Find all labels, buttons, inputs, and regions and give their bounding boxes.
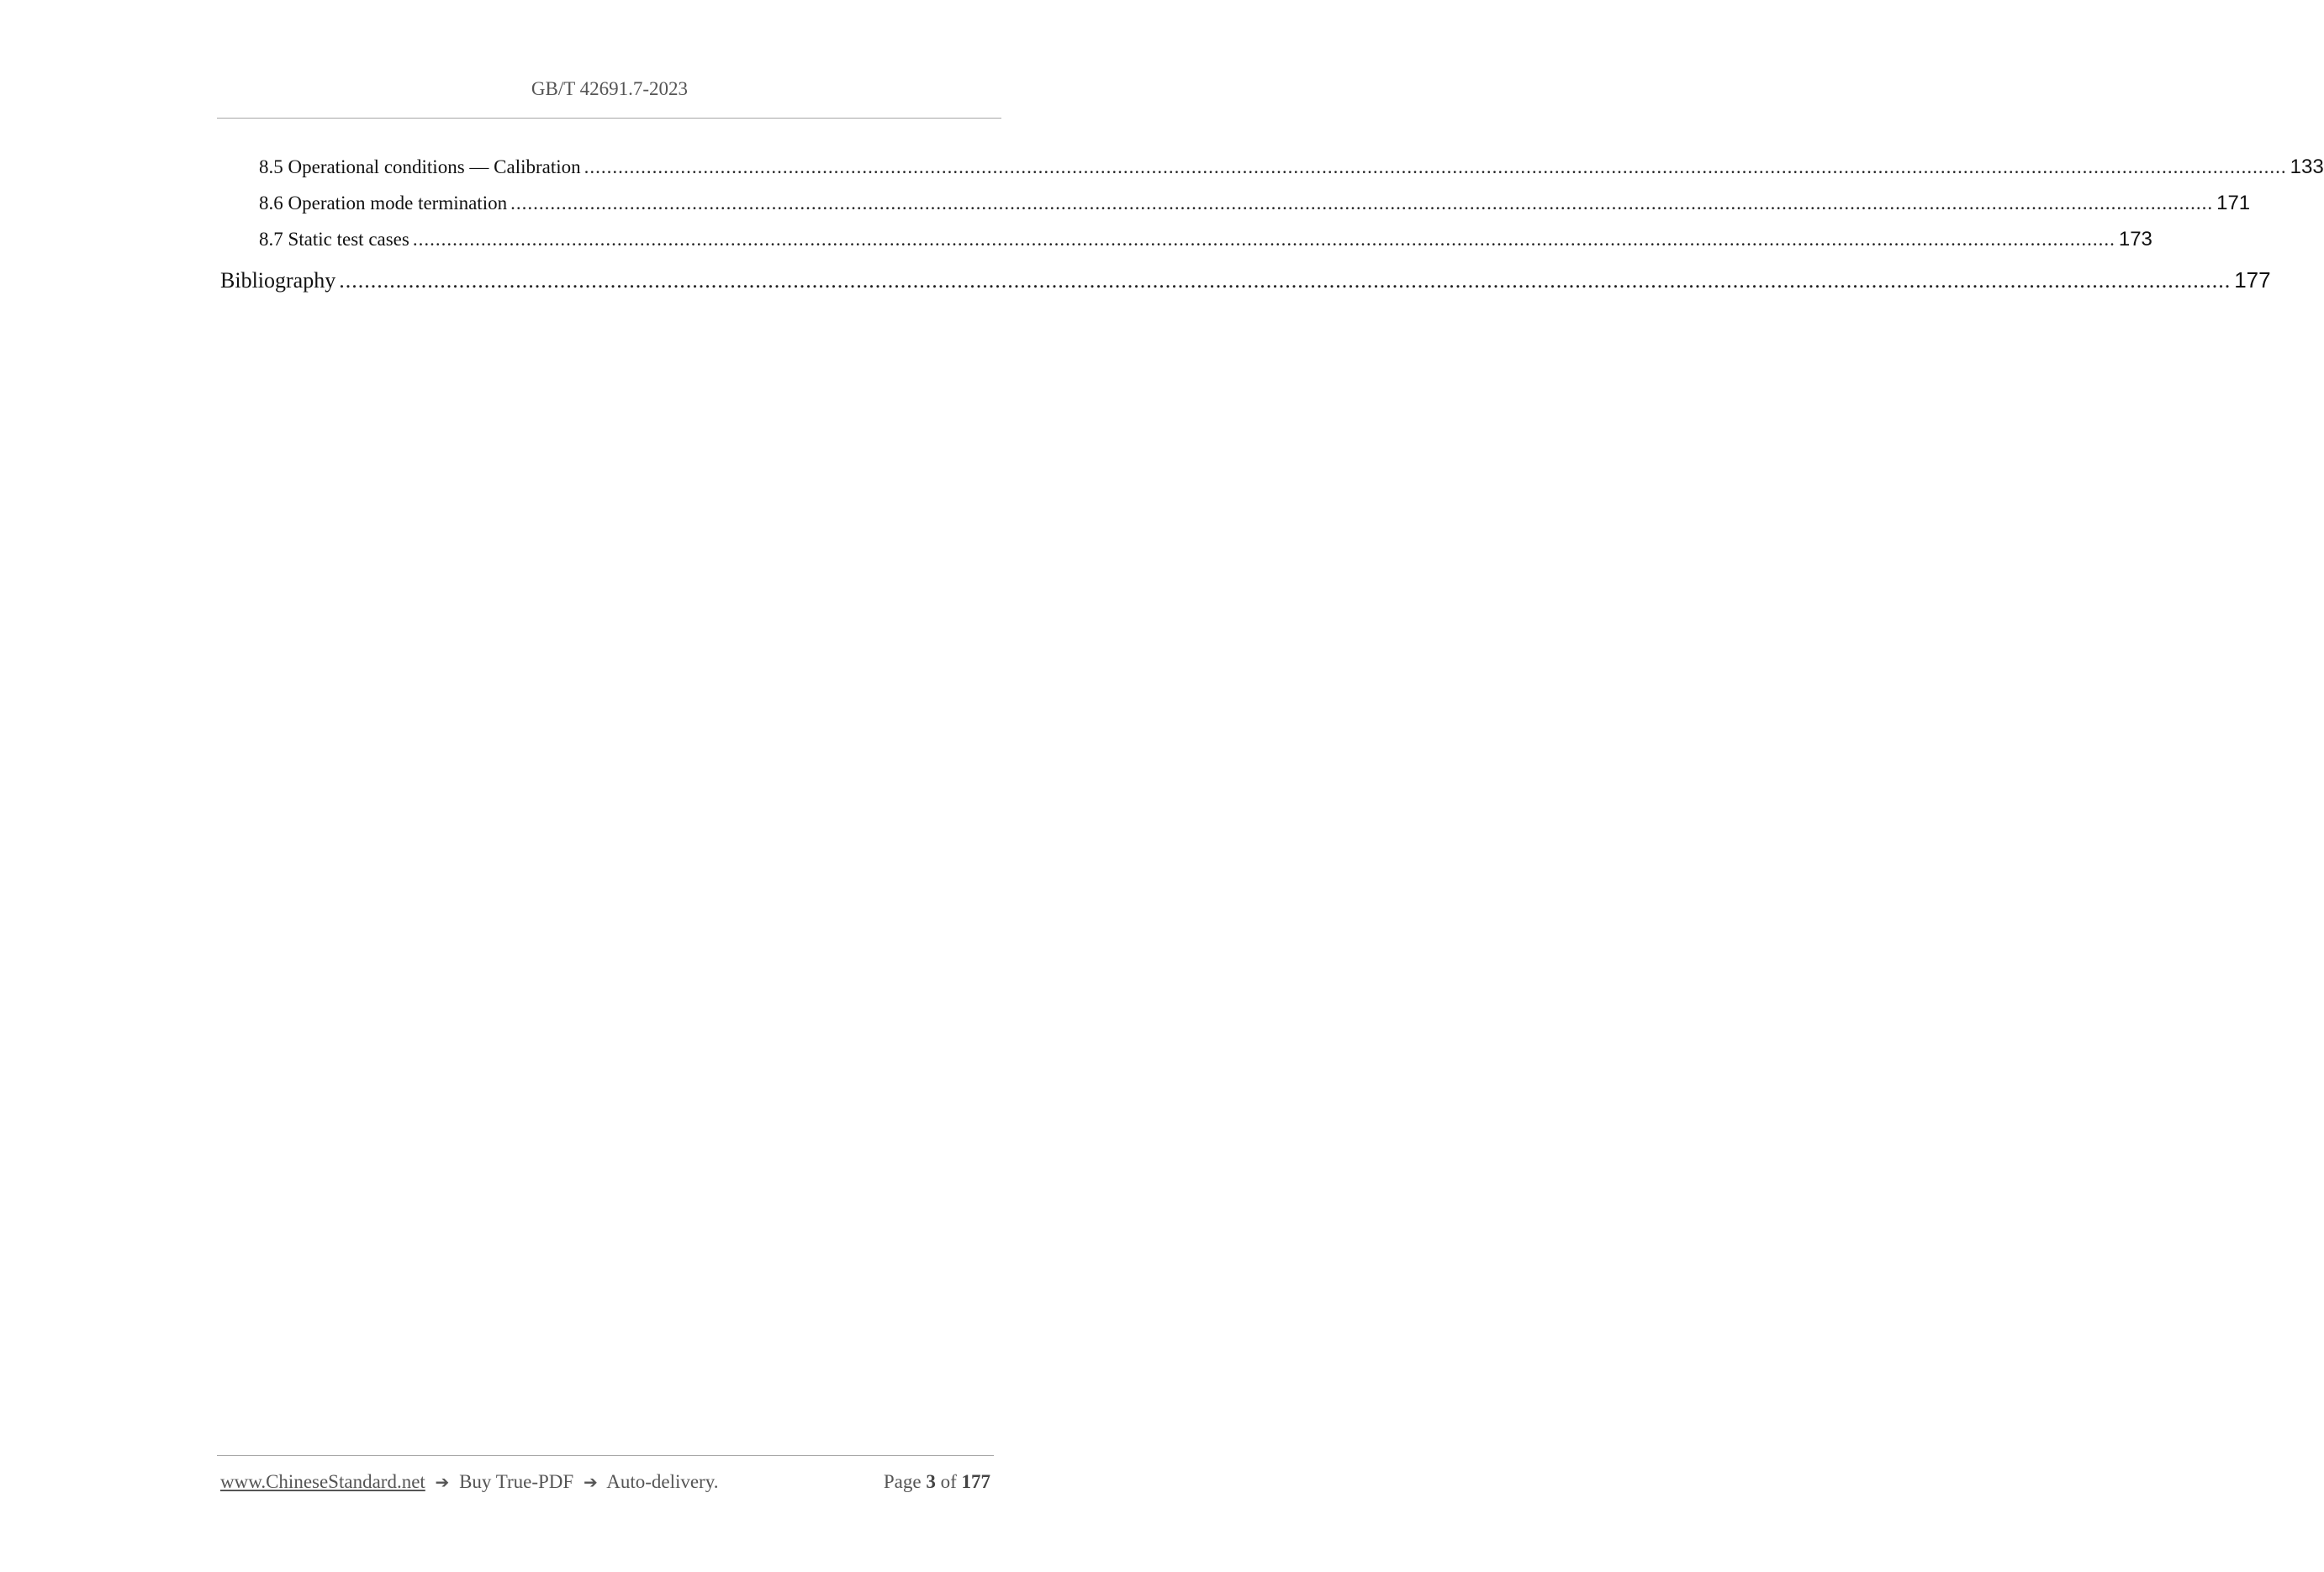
current-page: 3 <box>926 1471 936 1492</box>
toc-leader-dots: ............................................................................................................................................................................................................................................................................................................ <box>339 268 2232 293</box>
toc-entry-bibliography[interactable] <box>220 267 2271 293</box>
document-header-id: GB/T 42691.7-2023 <box>531 78 689 99</box>
page-word: Page <box>883 1471 922 1492</box>
toc-leader-dots: ............................................................................................................................................................................................................................................................................................................ <box>584 156 2287 177</box>
toc-entry-label: 8.5 Operational conditions — Calibration <box>259 156 581 177</box>
toc-entry-page: 177 <box>2234 267 2271 293</box>
footer-divider <box>217 1455 994 1456</box>
footer-promo <box>220 1471 718 1493</box>
website-link[interactable]: www.ChineseStandard.net <box>220 1471 425 1492</box>
toc-entry-page: 173 <box>2118 228 2152 251</box>
footer-step-delivery: Auto-delivery. <box>606 1471 719 1492</box>
toc-entry-page: 133 <box>2290 156 2324 178</box>
toc-entry-8-5[interactable] <box>259 156 2324 179</box>
toc-entry-label: 8.6 Operation mode termination <box>259 193 508 214</box>
toc-entry-8-7[interactable] <box>259 228 2152 251</box>
of-word: of <box>940 1471 957 1492</box>
arrow-right-icon: ➔ <box>435 1472 450 1492</box>
toc-entry-8-6[interactable] <box>259 192 2251 215</box>
toc-leader-dots: ............................................................................................................................................................................................................................................................................................................ <box>510 193 2214 214</box>
page-footer <box>220 1471 994 1500</box>
arrow-right-icon: ➔ <box>583 1472 598 1492</box>
toc-entry-label: 8.7 Static test cases <box>259 229 409 250</box>
toc-leader-dots: ............................................................................................................................................................................................................................................................................................................ <box>412 229 2115 250</box>
toc-entry-page: 171 <box>2216 192 2251 214</box>
footer-step-buy: Buy True-PDF <box>459 1471 574 1492</box>
page-number <box>884 1471 990 1493</box>
toc-entry-label: Bibliography <box>220 268 336 293</box>
total-pages: 177 <box>961 1471 990 1492</box>
header-divider <box>217 118 1001 119</box>
